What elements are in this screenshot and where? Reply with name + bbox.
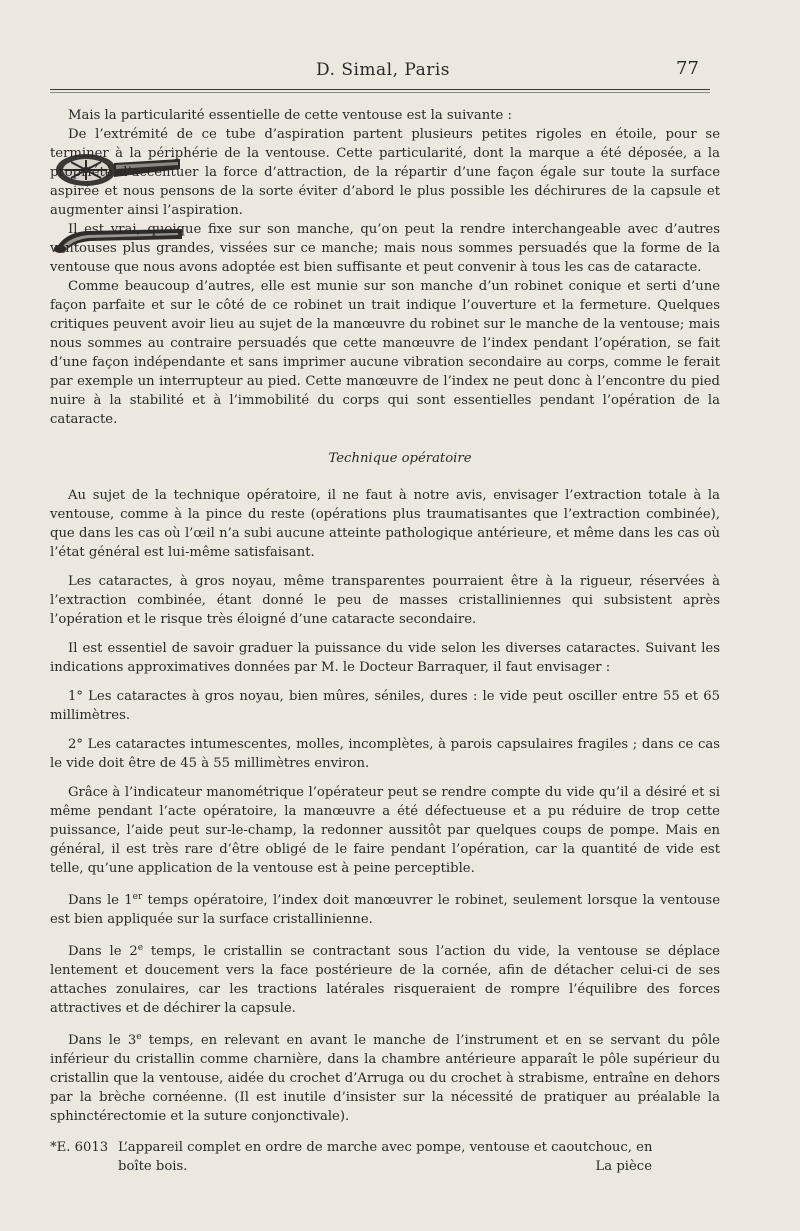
paragraph: Il est vrai, quoique fixe sur son manche, qu’on peut la rendre interchangeable avec d’autres ventouses plus grandes, vissées sur ce manche; mais nous sommes persuadés que la forme de la ventouse que nous avons adoptée est bien suffisante et peut convenir à tous les cas de cataracte. [50, 222, 720, 275]
section-title: Technique opératoire [328, 451, 472, 466]
running-title: D. Simal, Paris [316, 60, 451, 80]
paragraph: Il est essentiel de savoir graduer la puissance du vide selon les diverses cataractes. Suivant les indications approximatives données par M. le Docteur Barraquer, il faut envisager : [50, 641, 720, 675]
catalog-description [118, 1138, 720, 1176]
superscript: e [137, 943, 144, 953]
paragraph-text: temps, le cristallin se contractant sous l’action du vide, la ventouse se déplace lentement et doucement vers la face postérieure de la cornée, afin de détacher celui-ci de ses attaches zonulaires, car les tractions latérales risqueraient de rompre l’équilibre des forces attractives et de déchirer la capsule. [50, 944, 720, 1016]
superscript: e [136, 1032, 142, 1042]
paragraph [50, 888, 720, 929]
paragraph: Les cataractes, à gros noyau, même transparentes pourraient être à la rigueur, réservées à l’extraction combinée, étant donné le peu de masses cristalliniennes qui subsistent après l’opération et le risque très éloigné d’une cataracte secondaire. [50, 574, 720, 627]
paragraph: Grâce à l’indicateur manométrique l’opérateur peut se rendre compte du vide qu’il a désiré et si même pendant l’acte opératoire, la manœuvre a été défectueuse et a pu réduire de trop cette puissance, l’aide peut sur-le-champ, la redonner aussitôt par quelques coups de pompe. Mais en général, il est très rare d’être obligé de le faire pendant l’opération, car la quantité de vide est telle, qu’une application de la ventouse est à peine perceptible. [50, 785, 720, 876]
paragraph [50, 1028, 720, 1126]
catalog-entry [50, 1138, 720, 1176]
list-item: 2° Les cataractes intumescentes, molles, incomplètes, à parois capsulaires fragiles ; dans ce cas le vide doit être de 45 à 55 millimètres environ. [50, 737, 720, 771]
header-rule [50, 89, 710, 90]
paragraph-text: temps, en relevant en avant le manche de l’instrument et en se servant du pôle inférieur du cristallin comme charnière, dans la chambre antérieure apparaît le pôle supérieur du cristallin que la ventouse, aidée du crochet d’Arruga ou du crochet à strabisme, entraîne en dehors par la brèche cornéenne. (Il est inutile d’insister sur la nécessité de pratiquer au préalable la sphinctérectomie et la suture conjonctivale). [50, 1033, 720, 1124]
page-number: 77 [676, 58, 699, 79]
list-item: 1° Les cataractes à gros noyau, bien mûres, séniles, dures : le vide peut osciller entre 55 et 65 millimètres. [50, 689, 720, 723]
superscript: er [132, 892, 143, 902]
paragraph: De l’extrémité de ce tube d’aspiration partent plusieurs petites rigoles en étoile, pour se terminer à la périphérie de la ventouse. Cette particularité, dont la marque a été déposée, a la propriété d’accentuer la force d’attraction, de la répartir d’une façon égale sur toute la surface aspirée et nous pensons de la sorte éviter d’abord le plus possible les déchirures de la capsule et augmenter ainsi l’aspiration. [50, 127, 720, 218]
paragraph-text: Dans le 3 [68, 1033, 137, 1048]
catalog-line-end: boîte bois. [118, 1159, 188, 1174]
catalog-line: L’appareil complet en ordre de marche avec pompe, ventouse et caoutchouc, en [118, 1140, 653, 1155]
paragraph-text: Dans le 1 [68, 893, 133, 908]
paragraph: Mais la particularité essentielle de cette ventouse est la suivante : [68, 108, 512, 123]
paragraph [50, 939, 720, 1018]
paragraph-text: temps opératoire, l’index doit manœuvrer le robinet, seulement lorsque la ventouse est bien appliquée sur la surface cristallinienne. [50, 893, 720, 927]
article-body [50, 106, 720, 1176]
price-label: La pièce [595, 1159, 652, 1174]
paragraph-text: Dans le 2 [68, 944, 138, 959]
catalog-line [118, 1157, 720, 1176]
page-header [0, 58, 800, 88]
header-rule-thin [50, 92, 710, 93]
paragraph: Au sujet de la technique opératoire, il ne faut à notre avis, envisager l’extraction totale à la ventouse, comme à la pince du reste (opérations plus traumatisantes que l’extraction combinée), que dans les cas où l’œil n’a subi aucune atteinte pathologique antérieure, et même dans les cas où l’état général est lui-même satisfaisant. [50, 488, 720, 560]
catalog-reference: *E. 6013 [50, 1140, 109, 1155]
paragraph: Comme beaucoup d’autres, elle est munie sur son manche d’un robinet conique et serti d’une façon parfaite et sur le côté de ce robinet un trait indique l’ouverture et la fermeture. Quelques critiques peuvent avoir lieu au sujet de la manœuvre du robinet sur le manche de la ventouse; mais nous sommes au contraire persuadés que cette manœuvre de l’index pendant l’opération, se fait d’une façon indépendante et sans imprimer aucune vibration secondaire au corps, comme le ferait par exemple un interrupteur au pied. Cette manœuvre de l’index ne peut donc à l’encontre du pied nuire à la stabilité et à l’immobilité du corps qui sont essentielles pendant l’opération de la cataracte. [50, 279, 720, 427]
